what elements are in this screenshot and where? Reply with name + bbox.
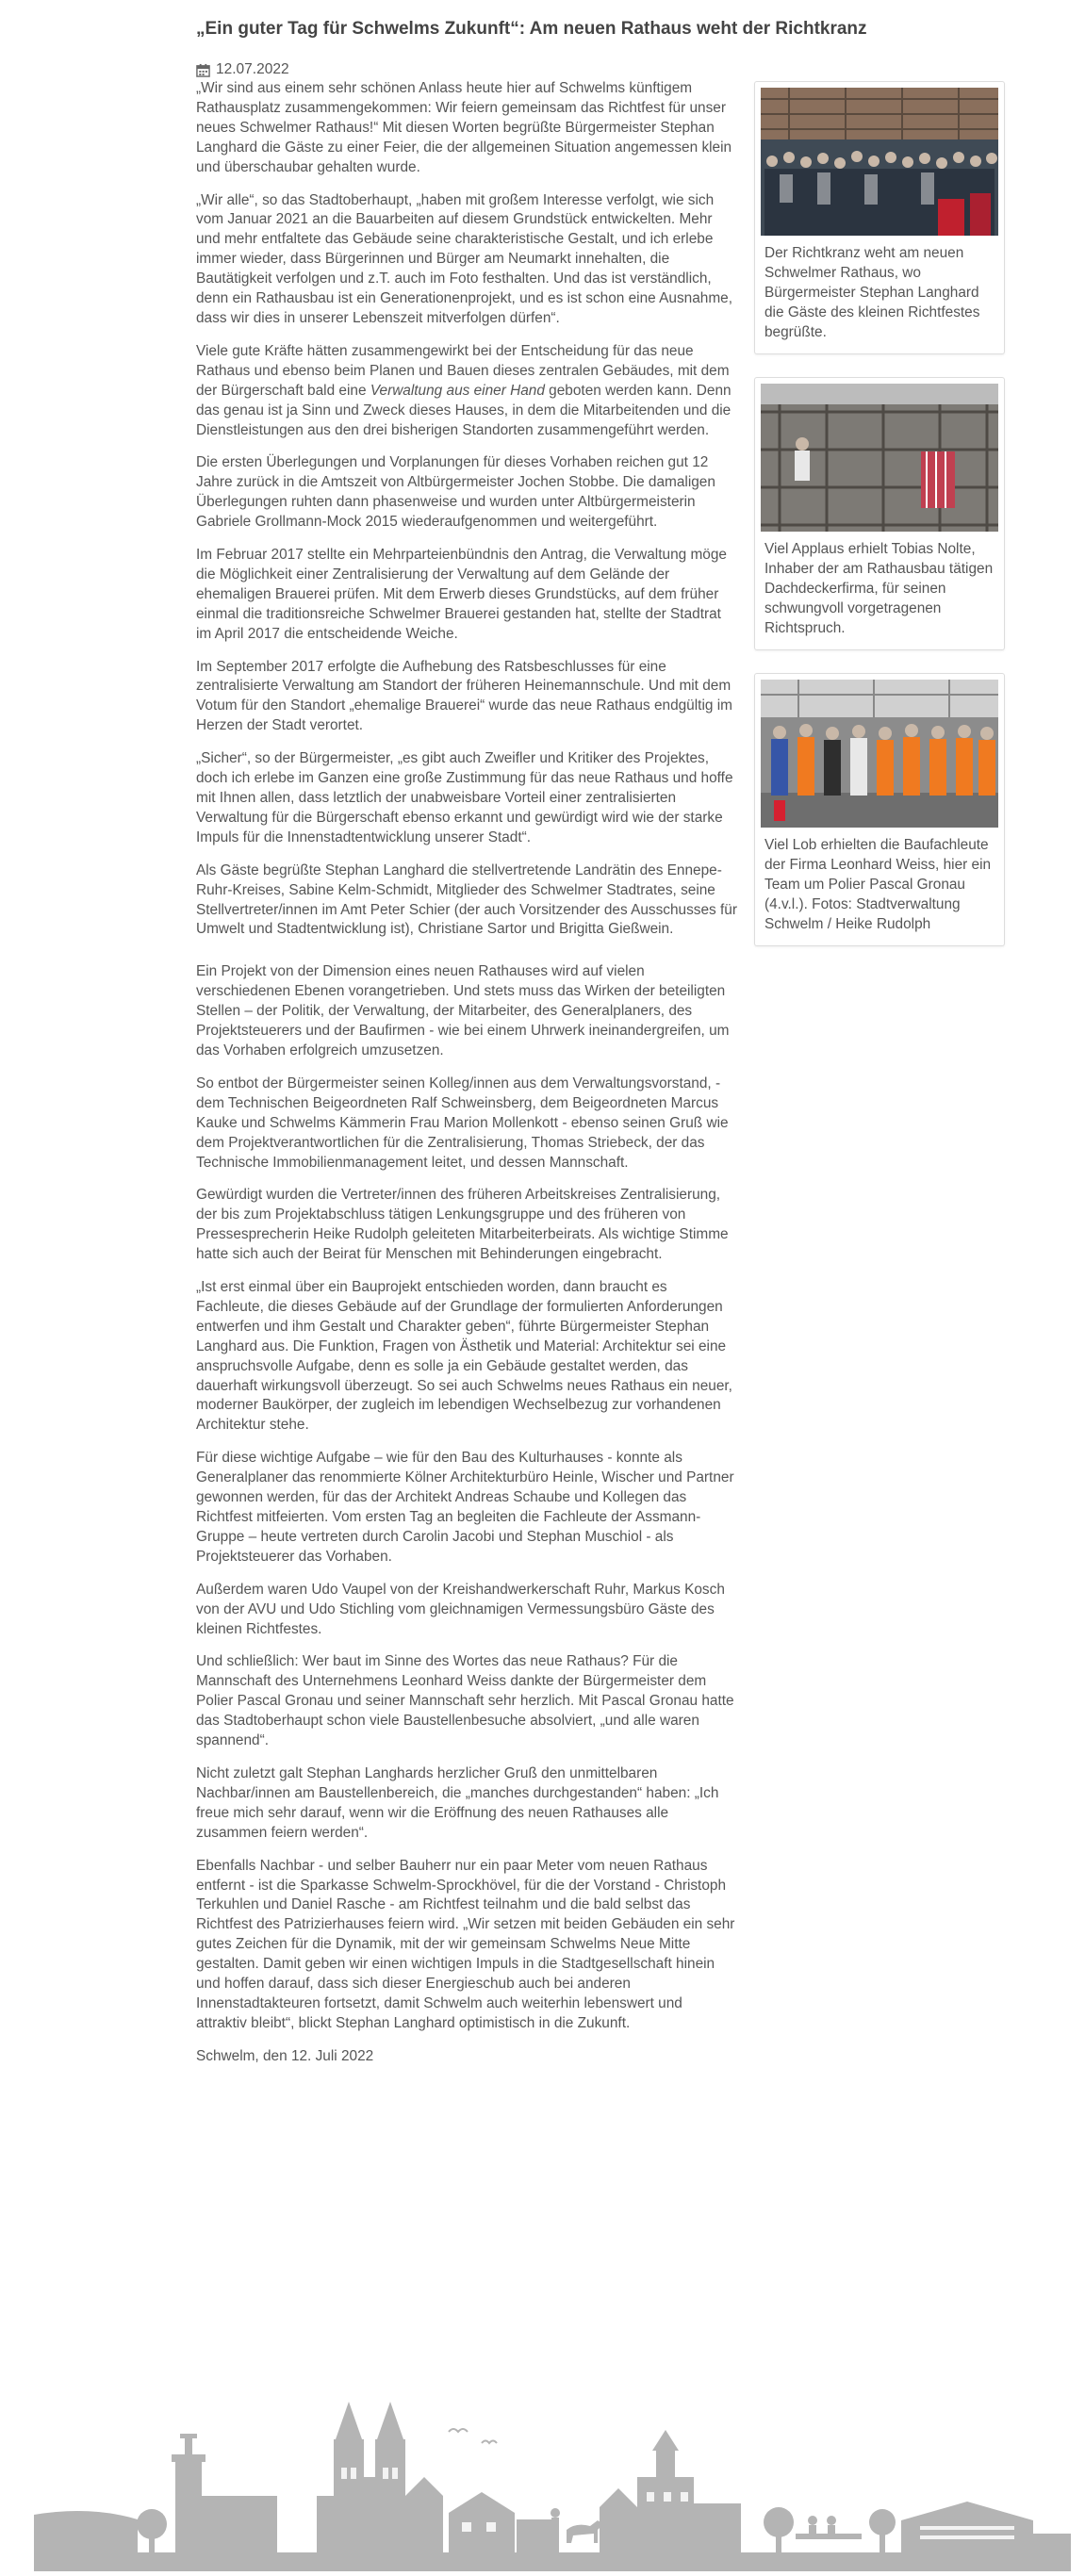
paragraph: Viele gute Kräfte hätten zusammengewirkt bei der Entscheidung für das neue Rathaus und ebenso beim Planen und Bauen dieses zentralen Gebäudes, mit dem der Bürgerschaft bald eine Verwaltung aus einer Hand geboten werden kann. Denn das genau ist ja Sinn und Zweck dieses Hauses, in dem die Mitarbeitenden und die Dienstleistungen aus den drei bisherigen Standorten zusammengeführt werden. bbox=[196, 342, 732, 438]
paragraph: „Wir alle“, so das Stadtoberhaupt, „haben mit großem Interesse verfolgt, wie sich vom Januar 2021 an die Bauarbeiten auf diesem Grundstück entwickelten. Mehr und mehr entfaltete das Gebäude seine charakteristische Gestalt, und ich erlebe immer wieder, dass Bürgerinnen und Bürger am Neumarkt innehalten, die Bautätigkeit verfolgen und z.T. auch im Foto festhalten. Und das ist verständlich, denn ein Rathausbau ist ein Generationenprojekt, und es ist schon eine Ausnahme, dass wir dies in unserer Lebenszeit mitverfolgen dürfen“. bbox=[196, 191, 732, 326]
photo-caption: Viel Applaus erhielt Tobias Nolte, Inhaber der am Rathausbau tätigen Dachdeckerfirma, für seinen schwungvoll vorgetragenen Richtspruch. bbox=[764, 541, 994, 636]
paragraph: Für diese wichtige Aufgabe – wie für den Bau des Kulturhauses - konnte als Generalplaner das renommierte Kölner Architekturbüro Heinle, Wischer und Partner gewonnen werden, für das der Architekt Andreas Schaube und Kollegen das Richtfest mitfeierten. Vom ersten Tag an begleiten die Fachleute der Assmann-Gruppe – heute vertreten durch Carolin Jacobi und Stephan Muschiol - als Projektsteuerer das Vorhaben. bbox=[196, 1450, 734, 1565]
paragraph: Ein Projekt von der Dimension eines neuen Rathauses wird auf vielen verschiedenen Ebenen vorangetrieben. Und stets muss das Wirken der beteiligten Stellen – der Politik, der Verwaltung, der Mitarbeiter, des Generalplaners, des Projektsteuerers und der Baufirmen - wie bei einem Uhrwerk ineinandergreifen, um das Vorhaben erfolgreich umzusetzen. bbox=[196, 963, 730, 1058]
paragraph: „Wir sind aus einem sehr schönen Anlass heute hier auf Schwelms künftigem Rathausplatz zusammengekommen: Wir feiern gemeinsam das Richtfest für unser neues Schwelmer Rathaus!“ Mit diesen Worten begrüßte Bürgermeister Stephan Langhard die Gäste zu einer Feier, die der allgemeinen Situation angemessen klein und überschaubar gehalten wurde. bbox=[196, 80, 732, 175]
paragraph: Die ersten Überlegungen und Vorplanungen für dieses Vorhaben reichen gut 12 Jahre zurück in die Amtszeit von Altbürgermeister Jochen Stobbe. Die damaligen Überlegungen ruhten dann phasenweise und wurden unter Altbürgermeisterin Gabriele Grollmann-Mock 2015 wiederaufgenommen und weitergeführt. bbox=[196, 454, 715, 531]
photo-caption: Viel Lob erhielten die Baufachleute der Firma Leonhard Weiss, hier ein Team um Polier Pascal Gronau (4.v.l.). Fotos: Stadtverwaltung Schwelm / Heike Rudolph bbox=[764, 837, 992, 932]
paragraph: Im Februar 2017 stellte ein Mehrparteienbündnis den Antrag, die Verwaltung möge die Möglichkeit einer Zentralisierung der Verwaltung auf dem Gelände der ehemaligen Brauerei prüfen. Mit dem Erwerb dieses Grundstücks, auf dem früher einmal die traditionsreiche Schwelmer Brauerei gestanden hat, stellte der Stadtrat im April 2017 die entscheidende Weiche. bbox=[196, 547, 727, 642]
paragraph: Nicht zuletzt galt Stephan Langhards herzlicher Gruß den unmittelbaren Nachbar/innen am Baustellenbereich, die „manches durchgestanden“ haben: „Ich freue mich sehr darauf, wenn wir die Eröffnung des neuen Rathauses alle zusammen feiern werden“. bbox=[196, 1764, 719, 1841]
photo-card bbox=[754, 377, 1005, 650]
richtspruch-photo[interactable] bbox=[761, 384, 998, 532]
paragraph: So entbot der Bürgermeister seinen Kolleg/innen aus dem Verwaltungsvorstand, - dem Technischen Beigeordneten Ralf Schweinsberg, dem Beigeordneten Marcus Kauke und Schwelms Kämmerin Frau Marion Mollenkott - ebenso seinen Gruß wie dem Projektverantwortlichen für die Zentralisierung, Thomas Striebeck, der das Technische Immobilienmanagement leitet, und dessen Mannschaft. bbox=[196, 1075, 729, 1171]
paragraph: Gewürdigt wurden die Vertreter/innen des früheren Arbeitskreises Zentralisierung, der bis zum Projektabschluss tätigen Lenkungsgruppe und des früheren von Pressesprecherin Heike Rudolph geleiteten Mitarbeiterbeirats. Als wichtige Stimme hatte sich auch der Beirat für Menschen mit Behinderungen eingebracht. bbox=[196, 1187, 729, 1263]
richtfest-crowd-photo[interactable] bbox=[761, 88, 998, 236]
paragraph: „Ist erst einmal über ein Bauprojekt entschieden worden, dann braucht es Fachleute, die dieses Gebäude auf der Grundlage der formulierten Anforderungen entwerfen und ihm Gestalt und Charakter geben“, führte Bürgermeister Stephan Langhard aus. Die Funktion, Fragen von Ästhetik und Material: Architektur sei eine anspruchsvolle Aufgabe, denn es solle ja ein Gebäude gestaltet werden, das dauerhaft wirkungsvoll überzeugt. So sei auch Schwelms neues Rathaus ein neuer, moderner Baukörper, der zugleich im lebendigen Wechselbezug zur vorhandenen Architektur stehe. bbox=[196, 1279, 732, 1434]
calendar-icon bbox=[196, 63, 210, 77]
paragraph: Außerdem waren Udo Vaupel von der Kreishandwerkerschaft Ruhr, Markus Kosch von der AVU und Udo Stichling vom gleichnamigen Vermessungsbüro Gäste des kleinen Richtfestes. bbox=[196, 1581, 725, 1637]
paragraph: Als Gäste begrüßte Stephan Langhard die stellvertretende Landrätin des Ennepe-Ruhr-Kreises, Sabine Kelm-Schmidt, Mitglieder des Schwelmer Stadtrates, seine Stellvertreter/innen im Amt Peter Schier (der auch Vorsitzender des Ausschusses für Umwelt und Stadtentwicklung ist), Christiane Sartor und Brigitta Gießwein. bbox=[196, 861, 737, 938]
photo-caption: Der Richtkranz weht am neuen Schwelmer Rathaus, wo Bürgermeister Stephan Langhard die Gäste des kleinen Richtfestes begrüßte. bbox=[764, 245, 980, 340]
photo-card bbox=[754, 81, 1005, 354]
paragraph: Im September 2017 erfolgte die Aufhebung des Ratsbeschlusses für eine zentralisierte Verwaltung am Standort der früheren Heinemannschule. Und mit dem Votum für den Standort „ehemalige Brauerei“ wurde das neue Rathaus endgültig im Herzen der Stadt verortet. bbox=[196, 658, 732, 734]
article-title: „Ein guter Tag für Schwelms Zukunft“: Am neuen Rathaus weht der Richtkranz bbox=[196, 19, 867, 39]
article-date bbox=[196, 60, 289, 79]
article-body bbox=[196, 79, 737, 2080]
paragraph: „Sicher“, so der Bürgermeister, „es gibt auch Zweifler und Kritiker des Projektes, doch ich erlebe im Ganzen eine große Zustimmung für das neue Rathaus und hoffe mit Ihnen allen, dass letztlich der unabweisbare Vorteil einer zentralisierten Verwaltung für die Bürgerschaft ebenso erkannt und gewürdigt wird wie der starke Impuls für die Innenstadtentwicklung unserer Stadt“. bbox=[196, 750, 733, 845]
photo-sidebar bbox=[754, 81, 1005, 969]
construction-team-photo[interactable] bbox=[761, 680, 998, 828]
date-text: 12.07.2022 bbox=[216, 61, 289, 77]
city-skyline-silhouette bbox=[34, 2402, 1071, 2571]
photo-card bbox=[754, 673, 1005, 946]
paragraph: Und schließlich: Wer baut im Sinne des Wortes das neue Rathaus? Für die Mannschaft des Unternehmens Leonhard Weiss dankte der Bürgermeister dem Polier Pascal Gronau und seiner Mannschaft sehr herzlich. Mit Pascal Gronau hatte das Stadtoberhaupt schon viele Baustellenbesuche absolviert, „und alle waren spannend“. bbox=[196, 1653, 734, 1749]
dateline-paragraph: Schwelm, den 12. Juli 2022 bbox=[196, 2047, 374, 2064]
paragraph: Ebenfalls Nachbar - und selber Bauherr nur ein paar Meter vom neuen Rathaus entfernt - ist die Sparkasse Schwelm-Sprockhövel, für die der Vorstand - Christoph Terkuhlen und Daniel Rasche - am Richtfest teilnahm und die bald selbst das Richtfest des Patrizierhauses feiern wird. „Wir setzen mit beiden Gebäuden ein sehr gutes Zeichen für die Dynamik, mit der wir gemeinsam Schwelms Neue Mitte gestalten. Damit geben wir einen wichtigen Impuls in die Stadtgesellschaft hinein und hoffen darauf, dass sich dieser Energieschub auch bei anderen Innenstadtakteuren fortsetzt, damit Schwelm auch weiterhin lebenswert und attraktiv bleibt“, blickt Stephan Langhard optimistisch in die Zukunft. bbox=[196, 1857, 735, 2031]
